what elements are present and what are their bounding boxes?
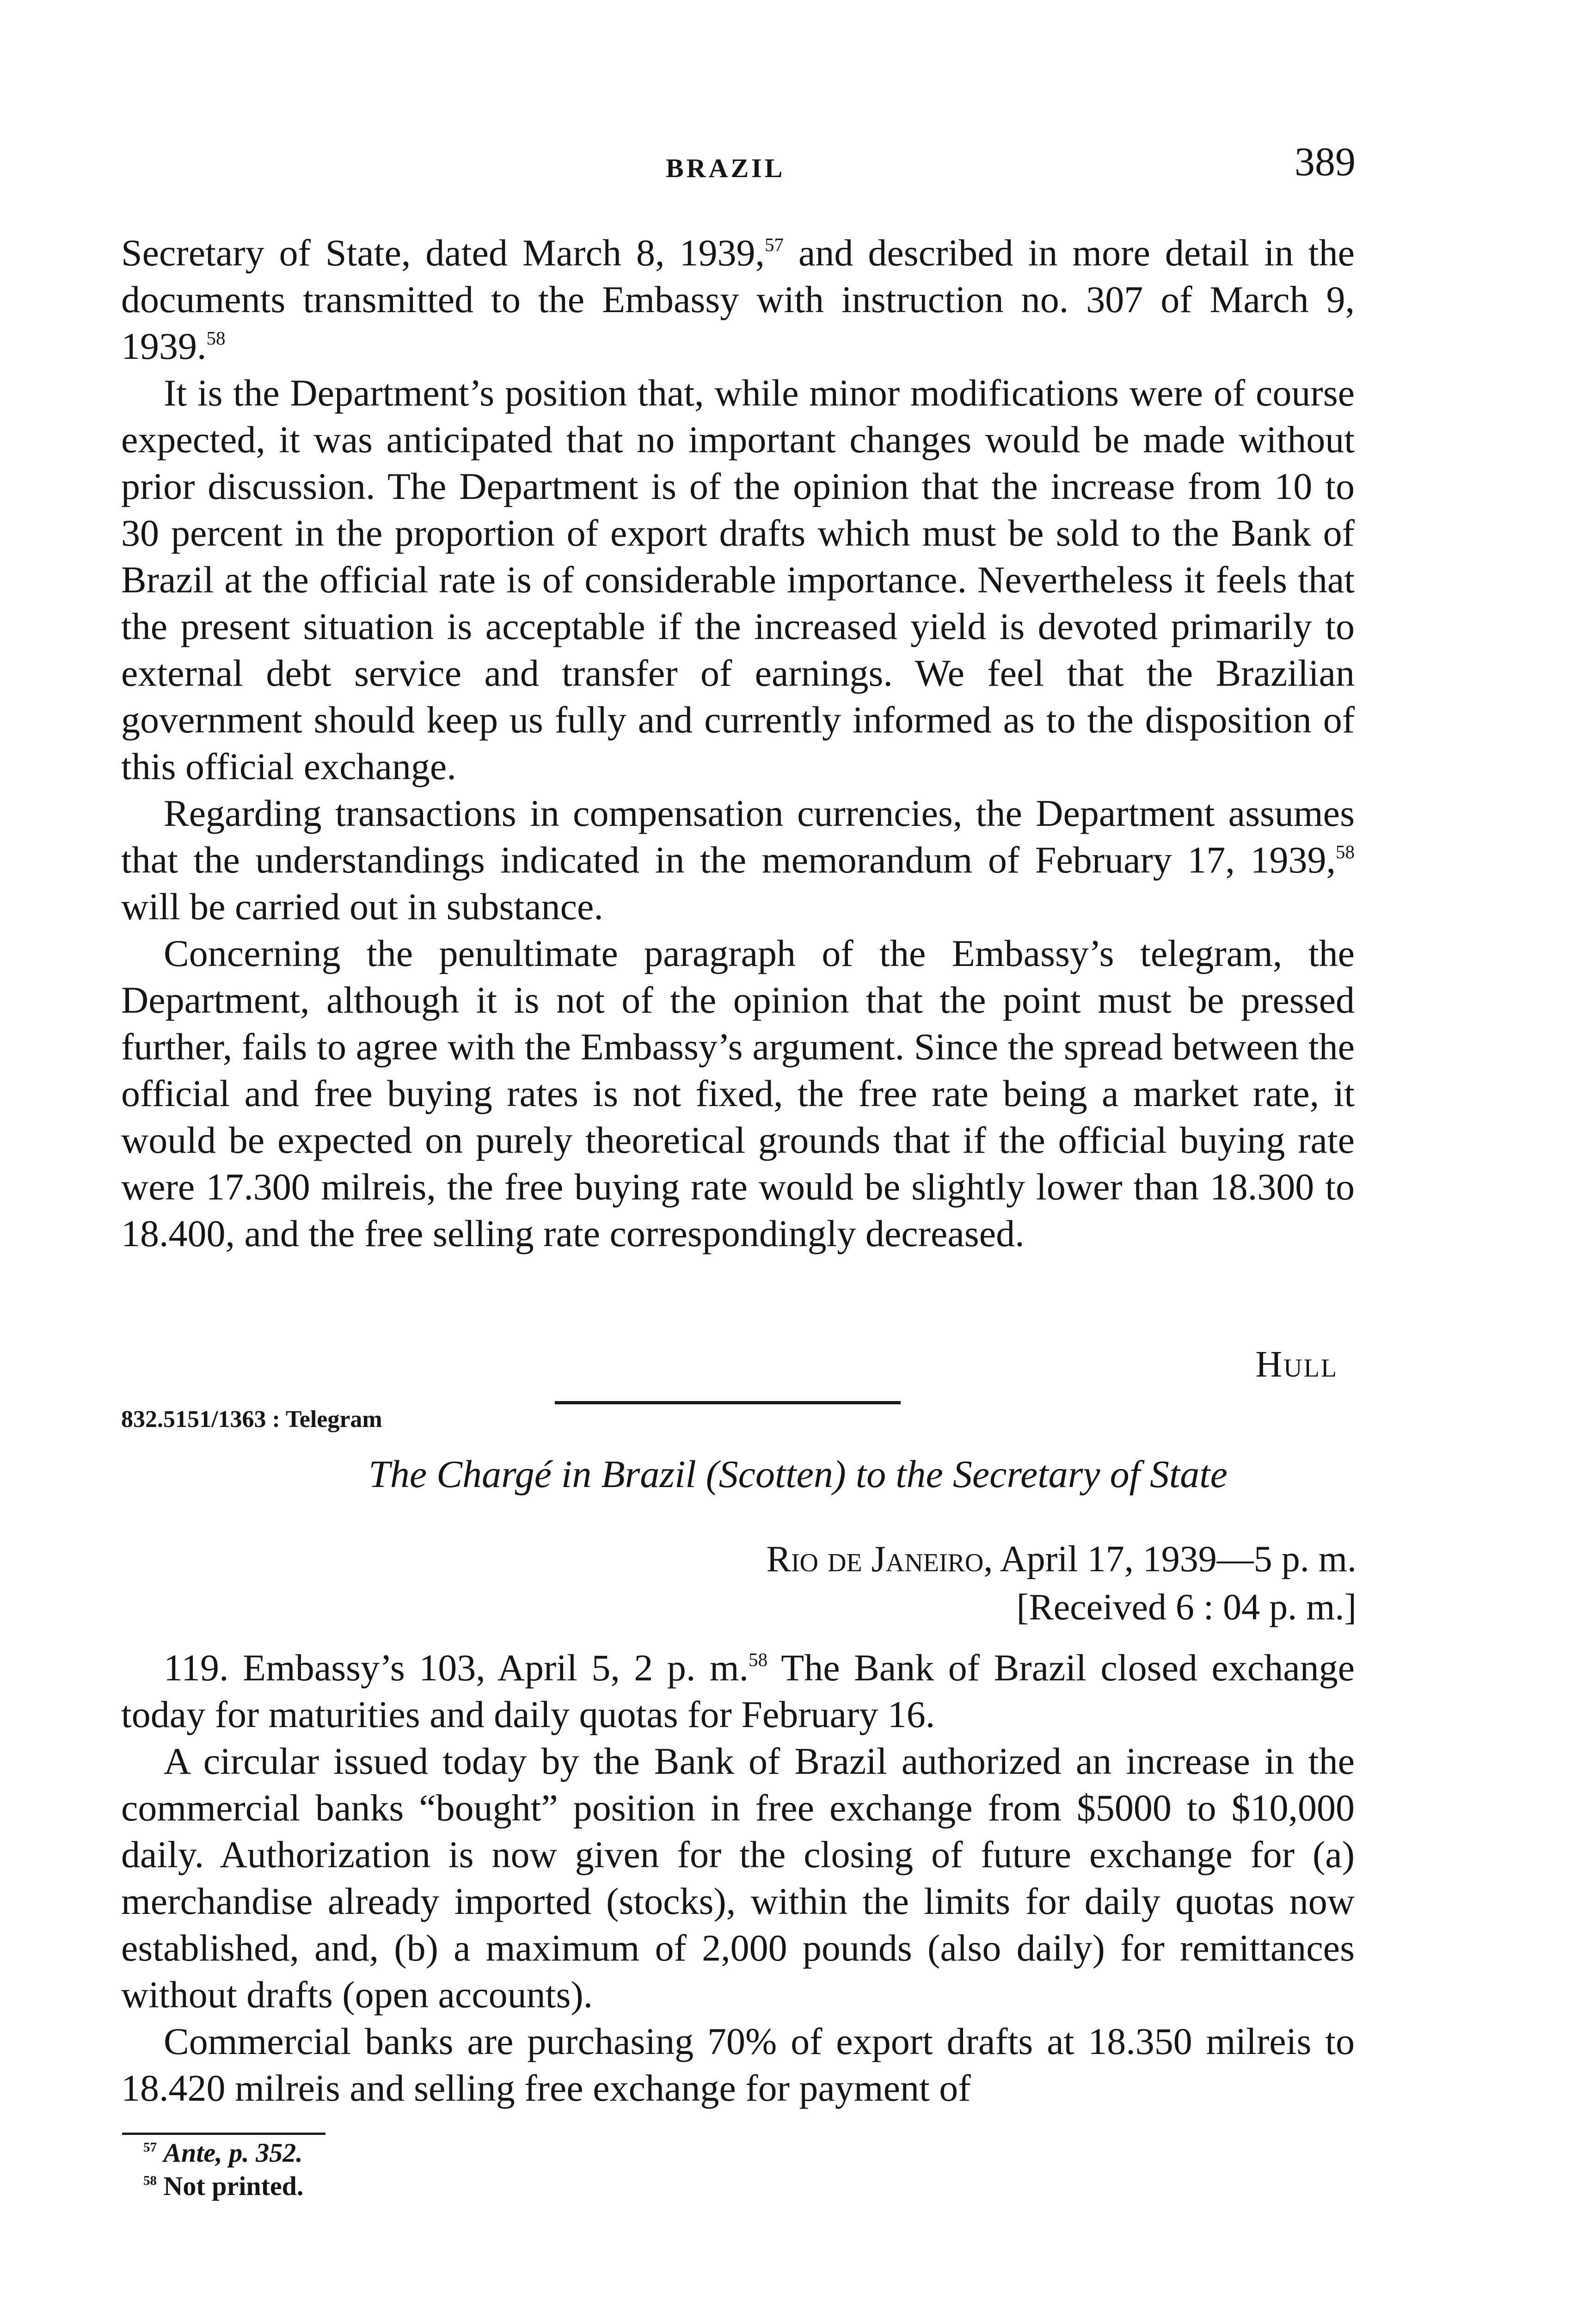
paragraph-penultimate: Concerning the penultimate paragraph of the Embassy’s telegram, the Department, although it is not of the opinion that the point must be pressed further, fails to agree with the Embassy’s argument. Since the spread between the official and free buying rates is not fixed, the free rate being a market rate, it would be expected on purely theoretical grounds that if the official buying rate were 17.300 milreis, the free buying rate would be slightly lower than 18.300 to 18.400, and the free selling rate correspondingly decreased. (121, 932, 1355, 1254)
received-time: [Received 6 : 04 p. m.] (1016, 1587, 1357, 1628)
footnote-number: 57 (143, 2140, 157, 2155)
paragraph-department-position: It is the Department’s position that, while minor modifications were of course expected, it was anticipated that no important changes would be made without prior discussion. The Department is of the opinion that the increase from 10 to 30 percent in the proportion of export drafts which must be sold to the Bank of Brazil at the official rate is of considerable importance. Nevertheless it feels that the present situation is acceptable if the increased yield is devoted primarily to external debt service and transfer of earnings. We feel that the Brazilian government should keep us fully and currently informed as to the disposition of this official exchange. (121, 372, 1355, 787)
paragraph-circular: A circular issued today by the Bank of Brazil authorized an increase in the commercial banks “bought” position in free exchange from $5000 to $10,000 daily. Authorization is now given for the closing of future exchange for (a) merchandise already imported (stocks), within the limits for daily quotas now established, and, (b) a maximum of 2,000 pounds (also daily) for remittances without drafts (open accounts). (121, 1740, 1355, 2016)
running-header-title: BRAZIL (666, 153, 786, 183)
paragraph-text: will be carried out in substance. (121, 885, 603, 928)
footnote-divider (122, 2133, 325, 2135)
section-divider (555, 1401, 901, 1404)
intro-text-block (121, 229, 1355, 1257)
paragraph-commercial-banks: Commercial banks are purchasing 70% of export drafts at 18.350 milreis to 18.420 milreis and selling free exchange for payment of (121, 2020, 1355, 2109)
paragraph-text: Regarding transactions in compensation currencies, the Department assumes that the understandings indicated in the memorandum of February 17, 1939, (121, 792, 1355, 881)
dateline-date: , April 17, 1939—5 p. m. (983, 1539, 1357, 1580)
paragraph-telegram-119 (121, 1644, 1355, 1738)
dateline-place-date (767, 1535, 1357, 1583)
footnotes (143, 2136, 303, 2203)
paragraph-text: The Bank of Brazil closed exchange today for maturities and daily quotas for February 16. (121, 1647, 1355, 1735)
telegram-text-block (121, 1644, 1355, 2111)
paragraph-text: and described in more detail in the documents transmitted to the Embassy with instruction no. 307 of March 9, 1939. (121, 232, 1355, 367)
footnote-ref: 58 (206, 327, 226, 349)
footnote-text: Ante, p. 352. (163, 2138, 303, 2168)
file-reference: 832.5151/1363 : Telegram (121, 1406, 382, 1433)
footnote-ref: 57 (764, 234, 784, 256)
page-number: 389 (1295, 140, 1356, 184)
paragraph-text: 119. Embassy’s 103, April 5, 2 p. m. (164, 1647, 749, 1689)
footnote-text: Not printed. (163, 2171, 304, 2201)
footnote-57 (143, 2136, 303, 2170)
document-title: The Chargé in Brazil (Scotten) to the Secretary of State (368, 1453, 1228, 1496)
footnote-ref: 58 (1336, 841, 1355, 863)
signature-hull: Hull (1255, 1344, 1338, 1385)
footnote-58 (143, 2170, 303, 2203)
paragraph-text: Secretary of State, dated March 8, 1939, (121, 232, 765, 274)
footnote-ref: 58 (749, 1649, 768, 1671)
paragraph-continuation (121, 229, 1355, 369)
footnote-number: 58 (143, 2173, 157, 2189)
dateline (767, 1535, 1357, 1631)
dateline-place: Rio de Janeiro (766, 1539, 984, 1580)
paragraph-compensation-currencies (121, 790, 1355, 930)
